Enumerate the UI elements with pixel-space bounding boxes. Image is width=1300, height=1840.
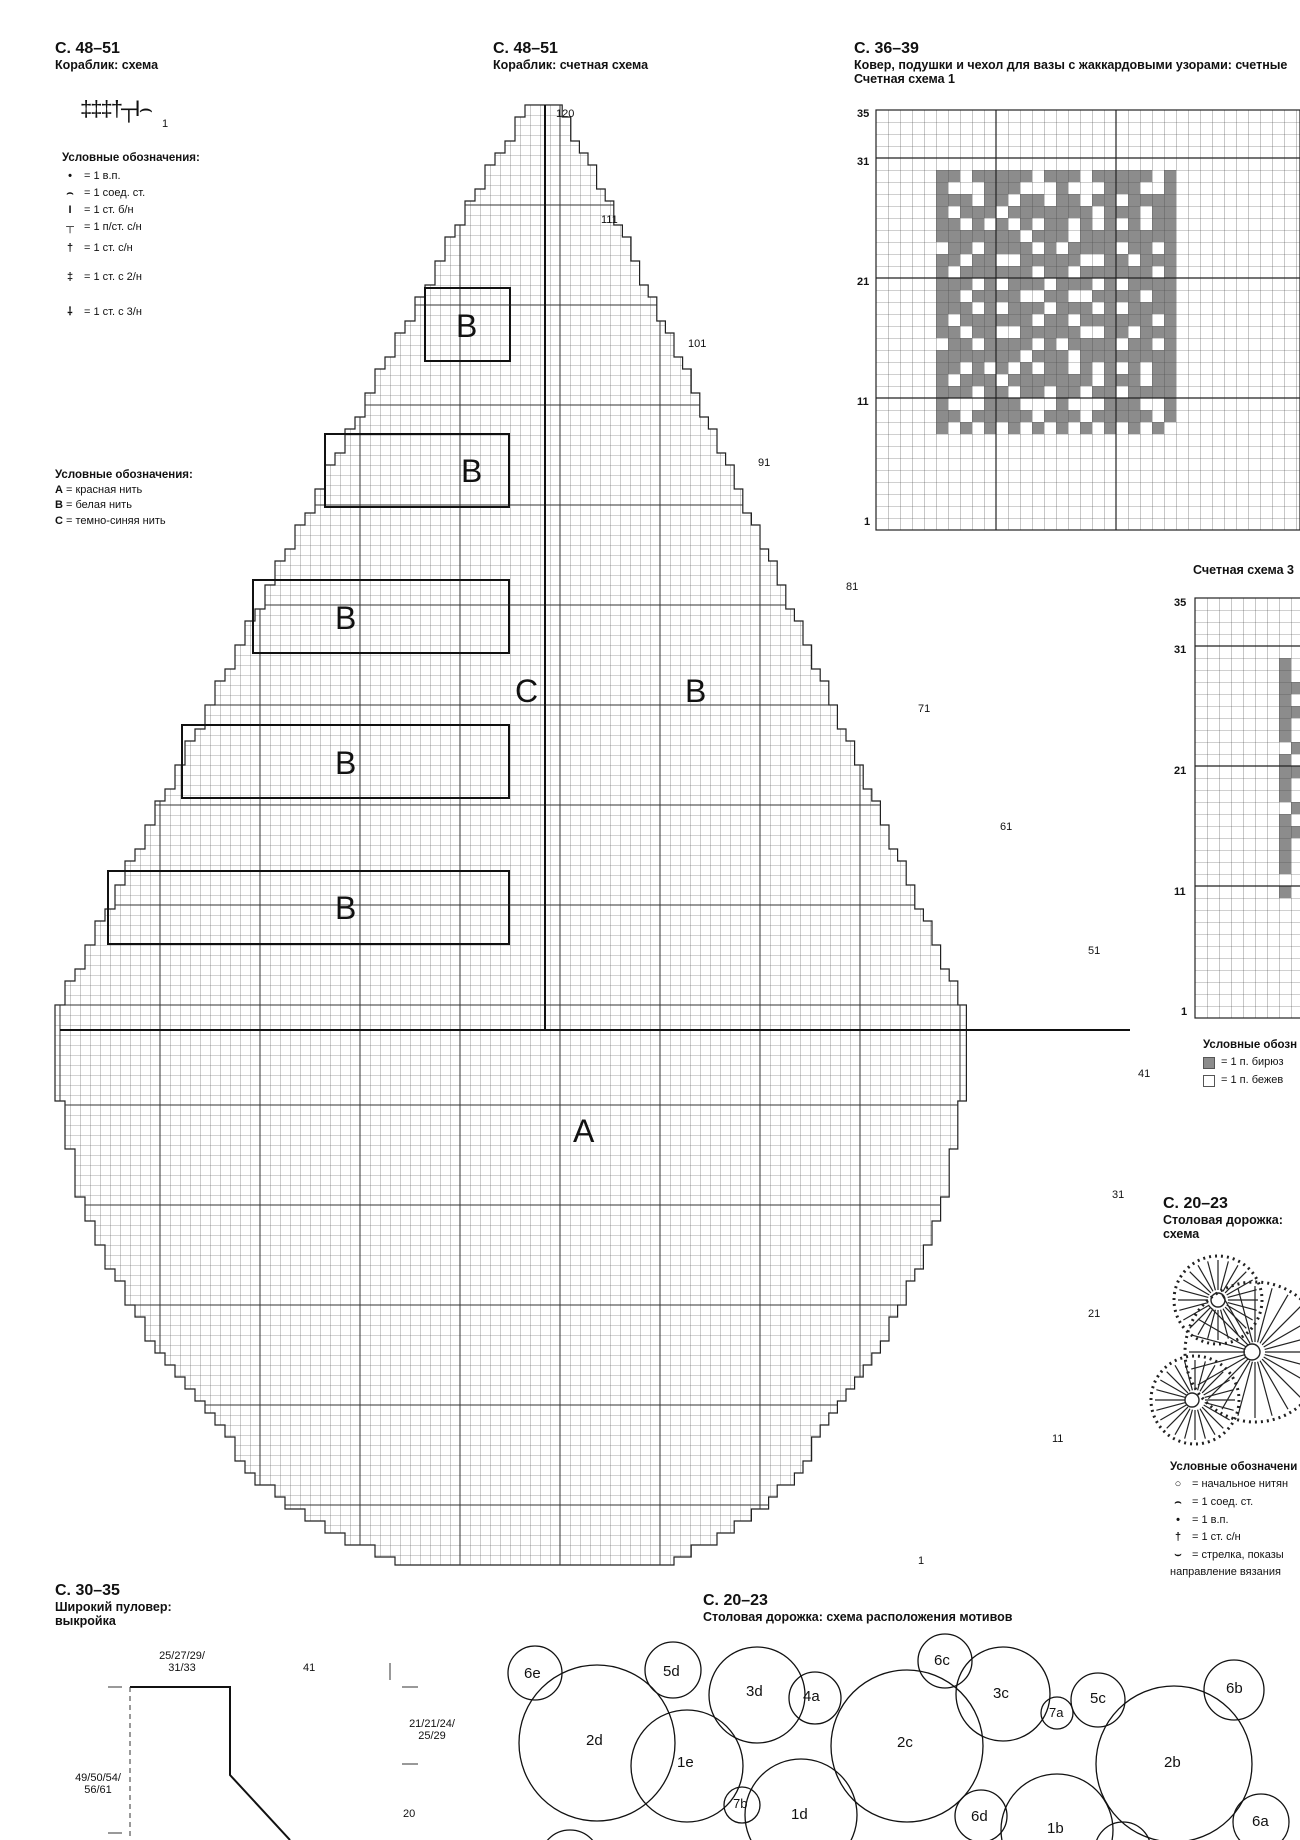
half-double-icon: ┬ bbox=[66, 220, 74, 233]
mini-row-number: 1 bbox=[162, 118, 169, 130]
row-number: 111 bbox=[601, 214, 618, 226]
zone-label: B bbox=[456, 308, 478, 344]
legend-item: • = 1 в.п. bbox=[62, 168, 200, 185]
page-ref: С. 36–39 bbox=[854, 40, 919, 57]
legend-item: ‡ = 1 ст. с 2/н bbox=[62, 269, 200, 286]
chain-icon: • bbox=[68, 169, 72, 182]
row-number: 51 bbox=[1088, 945, 1101, 957]
zone-label: B bbox=[335, 600, 357, 636]
dimension-label: 49/50/54/ 56/61 bbox=[75, 1772, 121, 1797]
row-number: 1 bbox=[864, 516, 871, 528]
motif-label: 2d bbox=[586, 1732, 603, 1749]
row-number: 101 bbox=[688, 338, 707, 350]
motif-label: 7b bbox=[733, 1796, 748, 1811]
double-treble-icon: ⸸ bbox=[67, 306, 73, 319]
row-number: 21 bbox=[857, 276, 870, 288]
dimension-label: 25/27/29/ 31/33 bbox=[159, 1650, 205, 1675]
legend-item: I = 1 ст. б/н bbox=[62, 202, 200, 219]
motif-label: 2b bbox=[1164, 1754, 1181, 1771]
page-ref: С. 48–51 bbox=[55, 40, 120, 57]
motif-label: 1e bbox=[677, 1754, 694, 1771]
treble-icon: ‡ bbox=[66, 271, 74, 284]
chain-icon: • bbox=[1176, 1513, 1180, 1526]
row-number: 1 bbox=[1181, 1006, 1188, 1018]
legend-item: • = 1 в.п. bbox=[1170, 1512, 1297, 1530]
legend-item: = 1 п. бирюз bbox=[1203, 1054, 1297, 1072]
section-subtitle: Счетная схема 1 bbox=[854, 71, 955, 86]
legend-item: ⌣ = стрелка, показы bbox=[1170, 1547, 1297, 1565]
single-crochet-icon: I bbox=[68, 203, 72, 216]
mini-stitch-row: ‡‡‡†┬I⌢ bbox=[80, 96, 152, 121]
row-number: 21 bbox=[1174, 765, 1187, 777]
section-subtitle: схема bbox=[1163, 1226, 1200, 1241]
row-number: 31 bbox=[1112, 1189, 1125, 1201]
double-crochet-icon: † bbox=[66, 242, 74, 254]
motif-label: 5c bbox=[1090, 1690, 1106, 1707]
legend-title: Условные обозначения: bbox=[62, 152, 200, 164]
zone-label: A bbox=[573, 1113, 595, 1149]
motif-label: 6b bbox=[1226, 1680, 1243, 1697]
section-title: Кораблик: схема bbox=[55, 57, 159, 72]
dimension-label: 41 bbox=[303, 1662, 316, 1674]
legend-title: Условные обозначени bbox=[1170, 1461, 1298, 1473]
section-title: Столовая дорожка: bbox=[1163, 1212, 1283, 1227]
row-number: 91 bbox=[758, 457, 771, 469]
row-number: 11 bbox=[1174, 886, 1186, 898]
zone-label: B bbox=[461, 453, 483, 489]
row-number: 21 bbox=[1088, 1308, 1101, 1320]
ring-icon: ○ bbox=[1174, 1478, 1182, 1491]
zone-label: B bbox=[335, 745, 357, 781]
legend-item: ┬ = 1 п/ст. с/н bbox=[62, 219, 200, 236]
legend-item: † = 1 ст. с/н bbox=[62, 240, 200, 257]
row-number: 120 bbox=[556, 108, 575, 120]
slip-stitch-icon: ⌢ bbox=[1174, 1495, 1182, 1508]
motif-label: 6c bbox=[934, 1652, 950, 1669]
legend-title: Условные обозн bbox=[1203, 1039, 1298, 1051]
page-ref: С. 48–51 bbox=[493, 40, 558, 57]
dimension-label: 21/21/24/ 25/29 bbox=[409, 1718, 455, 1743]
motif-label: 1b bbox=[1047, 1820, 1064, 1837]
motif-label: 1d bbox=[791, 1806, 808, 1823]
legend-item: † = 1 ст. с/н bbox=[1170, 1529, 1297, 1547]
row-number: 11 bbox=[857, 396, 869, 408]
motif-circle bbox=[745, 1759, 857, 1840]
row-number: 35 bbox=[1174, 597, 1187, 609]
motif-label: 6d bbox=[971, 1808, 988, 1825]
legend-item: ⌢ = 1 соед. ст. bbox=[62, 185, 200, 202]
motif-label: 5d bbox=[663, 1663, 680, 1680]
zone-label: B bbox=[335, 890, 357, 926]
section-title: Столовая дорожка: схема расположения мотивов bbox=[703, 1609, 1013, 1624]
slip-stitch-icon: ⌢ bbox=[66, 186, 74, 199]
legend-item: ⸸ = 1 ст. с 3/н bbox=[62, 304, 200, 321]
motif-circle bbox=[540, 1830, 600, 1840]
motif-label: 2c bbox=[897, 1734, 913, 1751]
section-subtitle: выкройка bbox=[55, 1613, 116, 1628]
legend-item: ⌢ = 1 соед. ст. bbox=[1170, 1494, 1297, 1512]
section-title: Кораблик: счетная схема bbox=[493, 57, 649, 72]
legend-item: C = темно-синяя нить bbox=[55, 514, 166, 527]
motif-circle bbox=[1095, 1822, 1151, 1840]
page-ref: С. 30–35 bbox=[55, 1582, 120, 1599]
section-title: Счетная схема 3 bbox=[1193, 563, 1294, 577]
motif-label: 4a bbox=[803, 1688, 820, 1705]
legend-title: Условные обозначения: bbox=[55, 469, 193, 481]
row-number: 31 bbox=[857, 156, 870, 168]
row-number: 81 bbox=[846, 581, 859, 593]
legend-tail: направление вязания bbox=[1170, 1566, 1281, 1579]
motif-label: 6e bbox=[524, 1665, 541, 1682]
legend-item: B = белая нить bbox=[55, 499, 132, 512]
legend-item: A = красная нить bbox=[55, 484, 143, 497]
row-number: 11 bbox=[1052, 1433, 1064, 1445]
motif-label: 3c bbox=[993, 1685, 1009, 1702]
section-title: Ковер, подушки и чехол для вазы с жаккардовыми узорами: счетные bbox=[854, 57, 1288, 72]
row-number: 71 bbox=[918, 703, 931, 715]
page-ref: С. 20–23 bbox=[1163, 1195, 1228, 1212]
legend-item: ○ = начальное нитян bbox=[1170, 1476, 1297, 1494]
row-number: 61 bbox=[1000, 821, 1013, 833]
motif-label: 6a bbox=[1252, 1813, 1269, 1830]
section-title: Широкий пуловер: bbox=[55, 1599, 172, 1614]
page-ref: С. 20–23 bbox=[703, 1592, 768, 1609]
legend-item: = 1 п. бежев bbox=[1203, 1072, 1297, 1090]
row-number: 41 bbox=[1138, 1068, 1151, 1080]
double-crochet-icon: † bbox=[1174, 1531, 1182, 1544]
dimension-label: 20 bbox=[403, 1808, 416, 1820]
motif-label: 3d bbox=[746, 1683, 763, 1700]
motif-label: 7a bbox=[1049, 1705, 1064, 1720]
zone-label: C bbox=[515, 673, 539, 709]
row-number: 31 bbox=[1174, 644, 1187, 656]
row-number: 35 bbox=[857, 108, 870, 120]
row-number: 1 bbox=[918, 1555, 925, 1567]
zone-label: B bbox=[685, 673, 707, 709]
arrow-icon: ⌣ bbox=[1174, 1548, 1182, 1561]
